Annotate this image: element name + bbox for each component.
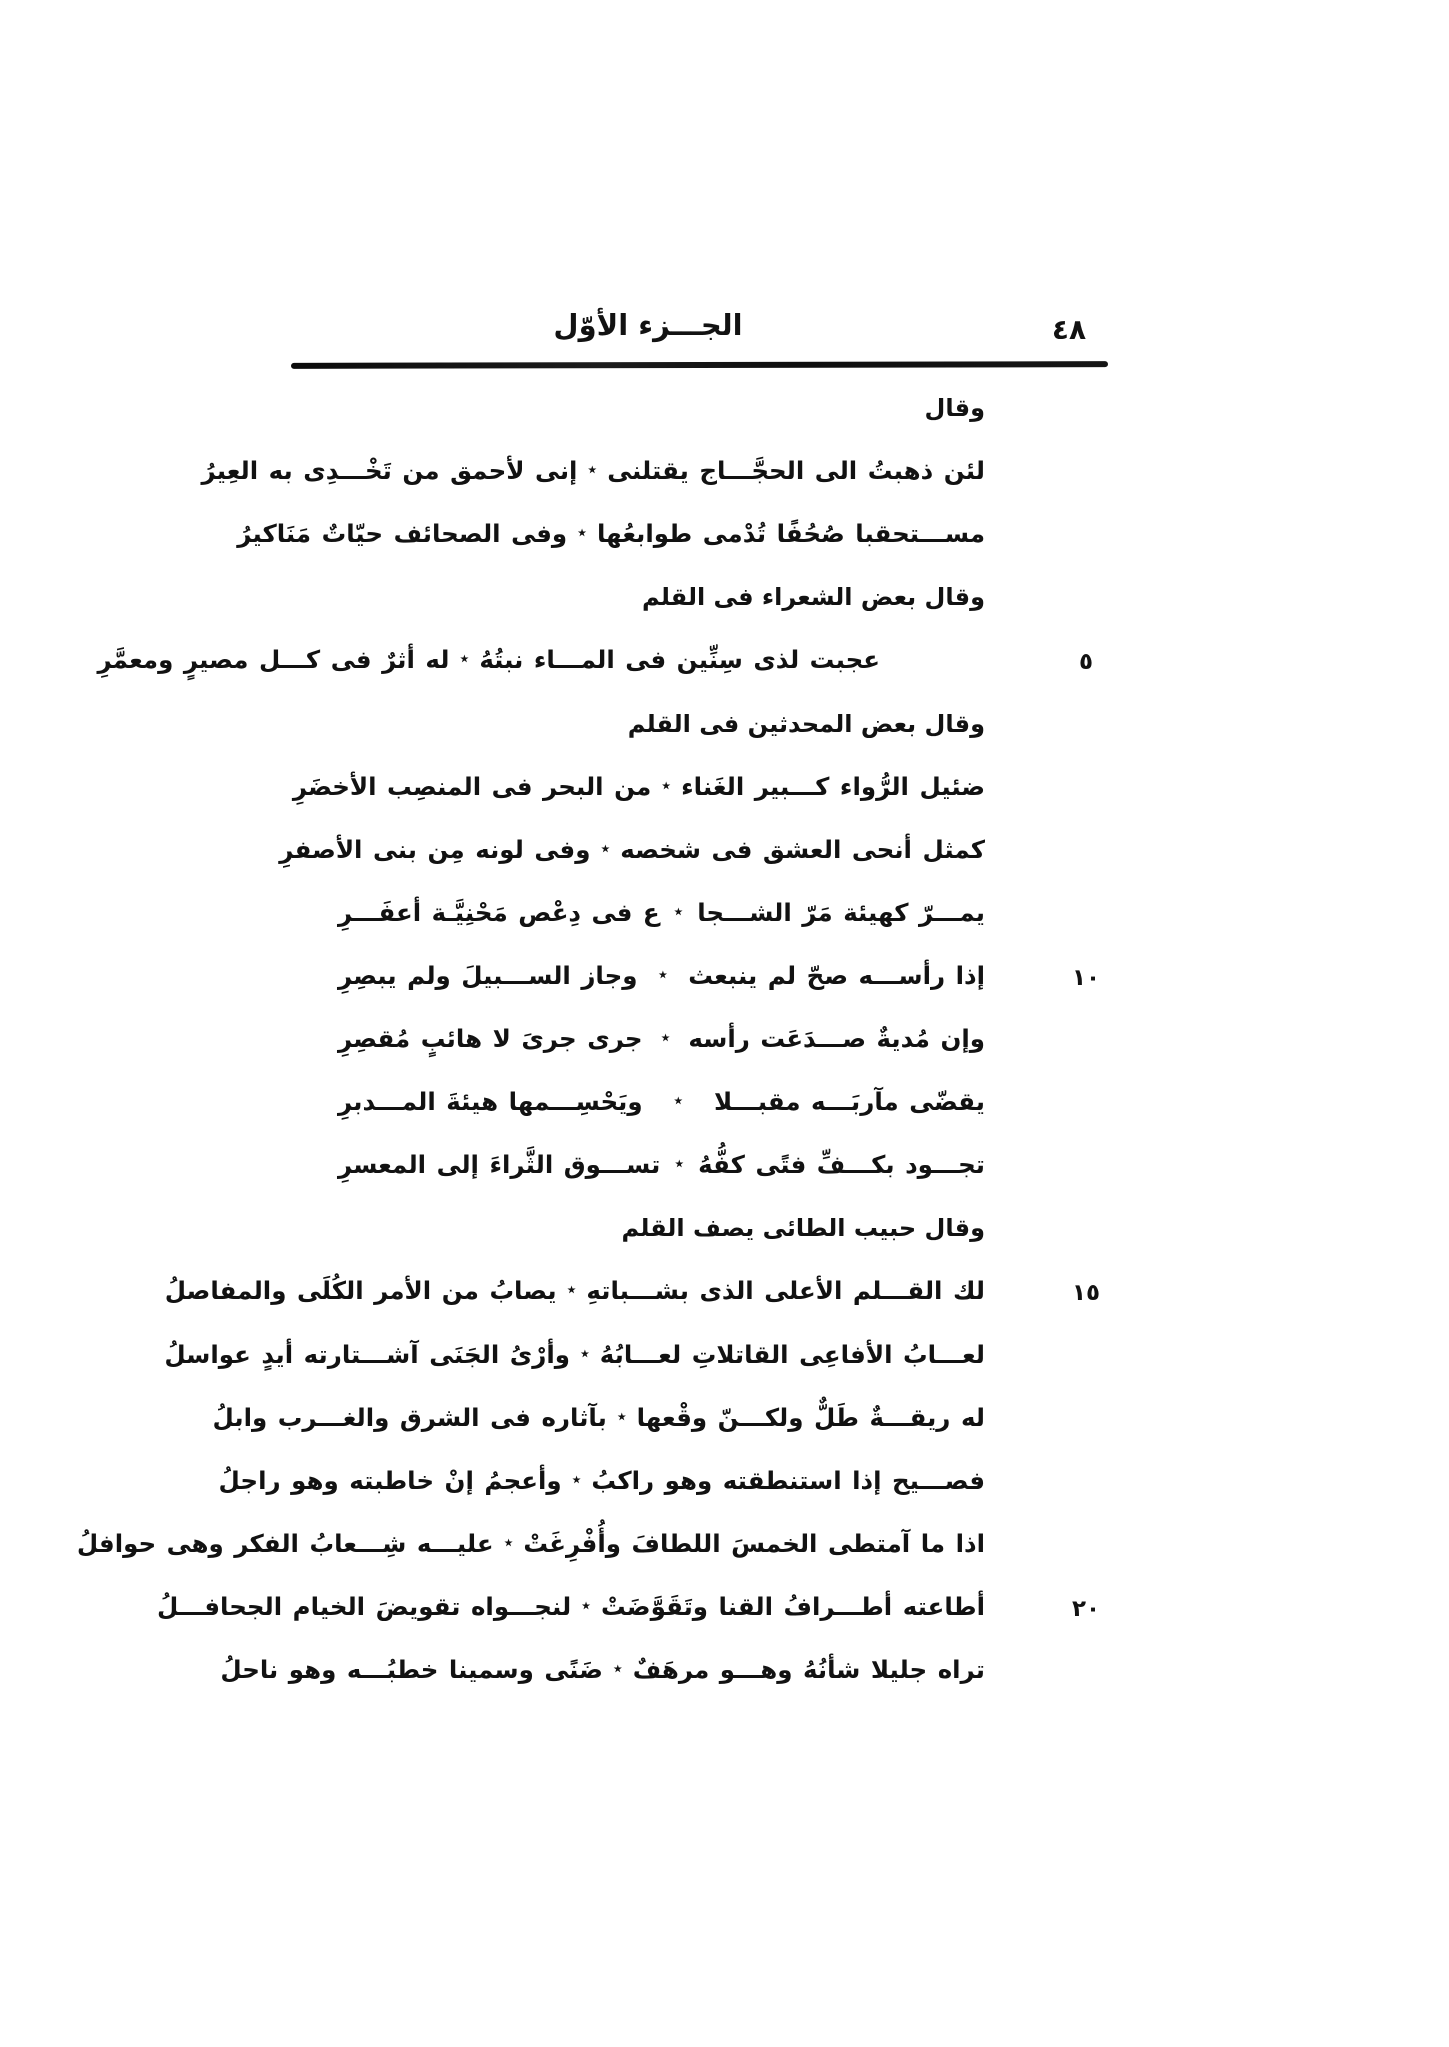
hemistich-second: لنجـــواه تقويضَ الخيام الجحافـــلُ	[157, 1592, 572, 1621]
hemistich-first: لئن ذهبتُ الى الحجَّـــاج يقتلنى	[607, 456, 985, 485]
margin-line-number: ٢٠	[1071, 1596, 1101, 1622]
hemistich-separator-star-icon: ٭	[674, 1153, 685, 1174]
verse-line	[164, 1333, 985, 1380]
hemistich-first: لعـــابُ الأفاعِى القاتلاتِ لعـــابُهُ	[599, 1340, 985, 1369]
hemistich-separator-star-icon: ٭	[579, 1343, 590, 1364]
margin-line-number: ١٥	[1071, 1280, 1101, 1306]
hemistich-separator-star-icon: ٭	[566, 1279, 577, 1300]
hemistich-first: اذا ما آمتطى الخمسَ اللطافَ وأُفْرِغَتْ	[523, 1529, 985, 1558]
hemistich-separator-star-icon: ٭	[673, 1090, 684, 1111]
hemistich-second: جرى جرىَ لا هائبٍ مُقصِرِ	[338, 1024, 643, 1053]
hemistich-second: ويَحْسِـــمها هيئةَ المـــدبرِ	[338, 1087, 643, 1116]
hemistich-second: من البحر فى المنصِب الأخضَرِ	[292, 772, 652, 801]
hemistich-first: له ريقـــةٌ طَلٌّ ولكـــنّ وقْعها	[636, 1403, 985, 1432]
hemistich-second: عليـــه شِـــعابُ الفكر وهى حوافلُ	[76, 1529, 494, 1558]
poem-attribution: وقال بعض المحدثين فى القلم	[627, 710, 985, 738]
hemistich-first: أطاعته أطـــرافُ القنا وتَقَوَّضَتْ	[600, 1592, 985, 1621]
verse-line	[97, 638, 985, 685]
hemistich-separator-star-icon: ٭	[581, 1595, 591, 1616]
hemistich-second: له أثرٌ فى كـــل مصيرٍ ومعمَّرِ	[97, 645, 450, 674]
hemistich-second: تســـوق الثَّراءَ إلى المعسرِ	[338, 1150, 661, 1179]
hemistich-first: يمـــرّ كهيئة مَرّ الشـــجا	[697, 898, 985, 927]
hemistich-first: كمثل أنحى العشق فى شخصه	[620, 835, 985, 864]
verse-line	[279, 828, 985, 875]
hemistich-first: ضئيل الرُّواء كـــبير الغَناء	[681, 772, 985, 801]
hemistich-separator-star-icon: ٭	[571, 1469, 582, 1490]
verse-line	[164, 1269, 985, 1316]
verse-line	[212, 1396, 985, 1443]
poem-attribution: وقال بعض الشعراء فى القلم	[642, 583, 985, 611]
hemistich-first: لك القـــلم الأعلى الذى بشـــباتهِ	[586, 1276, 985, 1305]
verse-line	[218, 1459, 985, 1506]
hemistich-first: مســـتحقبا صُحُفًا تُدْمى طوابعُها	[596, 519, 985, 548]
verse-line	[338, 1143, 985, 1190]
hemistich-first: تجـــود بكـــفِّ فتًى كفُّهُ	[698, 1150, 985, 1179]
hemistich-first: إذا رأســـه صحّ لم ينبعث	[688, 961, 985, 990]
hemistich-second: وفى لونه مِن بنى الأصفرِ	[279, 835, 591, 864]
verse-line	[201, 449, 985, 496]
hemistich-second: ع فى دِعْص مَحْنِيَّـة أعفَـــرِ	[338, 898, 660, 927]
hemistich-separator-star-icon: ٭	[587, 459, 598, 480]
poem-attribution: وقال حبيب الطائى يصف القلم	[621, 1214, 985, 1242]
hemistich-second: وأعجمُ إنْ خاطبته وهو راجلُ	[218, 1466, 562, 1495]
hemistich-separator-star-icon: ٭	[459, 648, 470, 669]
margin-line-number: ١٠	[1071, 965, 1101, 991]
hemistich-separator-star-icon: ٭	[612, 1658, 623, 1679]
verse-line	[338, 1017, 985, 1064]
hemistich-second: يصابُ من الأمر الكُلَى والمفاصلُ	[164, 1276, 557, 1305]
hemistich-separator-star-icon: ٭	[577, 522, 587, 543]
hemistich-separator-star-icon: ٭	[661, 775, 672, 796]
verse-line	[157, 1585, 985, 1632]
hemistich-separator-star-icon: ٭	[503, 1532, 514, 1553]
page-header-section-title: الجـــزء الأوّل	[553, 308, 743, 342]
verse-line	[338, 1080, 985, 1127]
hemistich-second: ضَنًى وسمينا خطبُـــه وهو ناحلُ	[220, 1655, 603, 1684]
hemistich-second: إنى لأحمق من تَخْـــدِى به العِيرُ	[201, 456, 578, 485]
hemistich-second: وفى الصحائف حيّاتٌ مَنَاكيرُ	[237, 519, 568, 548]
hemistich-first: عجبت لذى سِنِّين فى المـــاء نبتُهُ	[479, 645, 880, 674]
poetry-text-block	[76, 0, 985, 2047]
hemistich-separator-star-icon: ٭	[616, 1406, 627, 1427]
verse-line	[338, 891, 985, 938]
hemistich-separator-star-icon: ٭	[660, 1027, 671, 1048]
hemistich-separator-star-icon: ٭	[600, 838, 611, 859]
hemistich-first: يقضّى مآربَـــه مقبـــلا	[714, 1087, 985, 1116]
hemistich-second: وجاز الســـبيلَ ولم يبصِرِ	[338, 961, 638, 990]
verse-line	[338, 954, 985, 1001]
hemistich-second: بآثاره فى الشرق والغـــرب وابلُ	[212, 1403, 607, 1432]
verse-line	[220, 1648, 985, 1695]
poem-attribution: وقال	[924, 394, 985, 422]
hemistich-first: تراه جليلا شأنُهُ وهـــو مرهَفٌ	[632, 1655, 985, 1684]
verse-line	[76, 1522, 985, 1569]
hemistich-first: فصـــيح إذا استنطقته وهو راكبُ	[591, 1466, 985, 1495]
page-header-page-number: ٤٨	[1051, 313, 1087, 346]
margin-line-number: ٥	[1078, 649, 1094, 675]
hemistich-first: وإن مُديةٌ صـــدَعَت رأسه	[688, 1024, 985, 1053]
verse-line	[292, 765, 985, 812]
verse-line	[237, 512, 985, 559]
hemistich-second: وأرْىُ الجَنَى آشـــتارته أيدٍ عواسلُ	[164, 1340, 570, 1369]
hemistich-separator-star-icon: ٭	[673, 901, 684, 922]
hemistich-separator-star-icon: ٭	[657, 964, 668, 985]
